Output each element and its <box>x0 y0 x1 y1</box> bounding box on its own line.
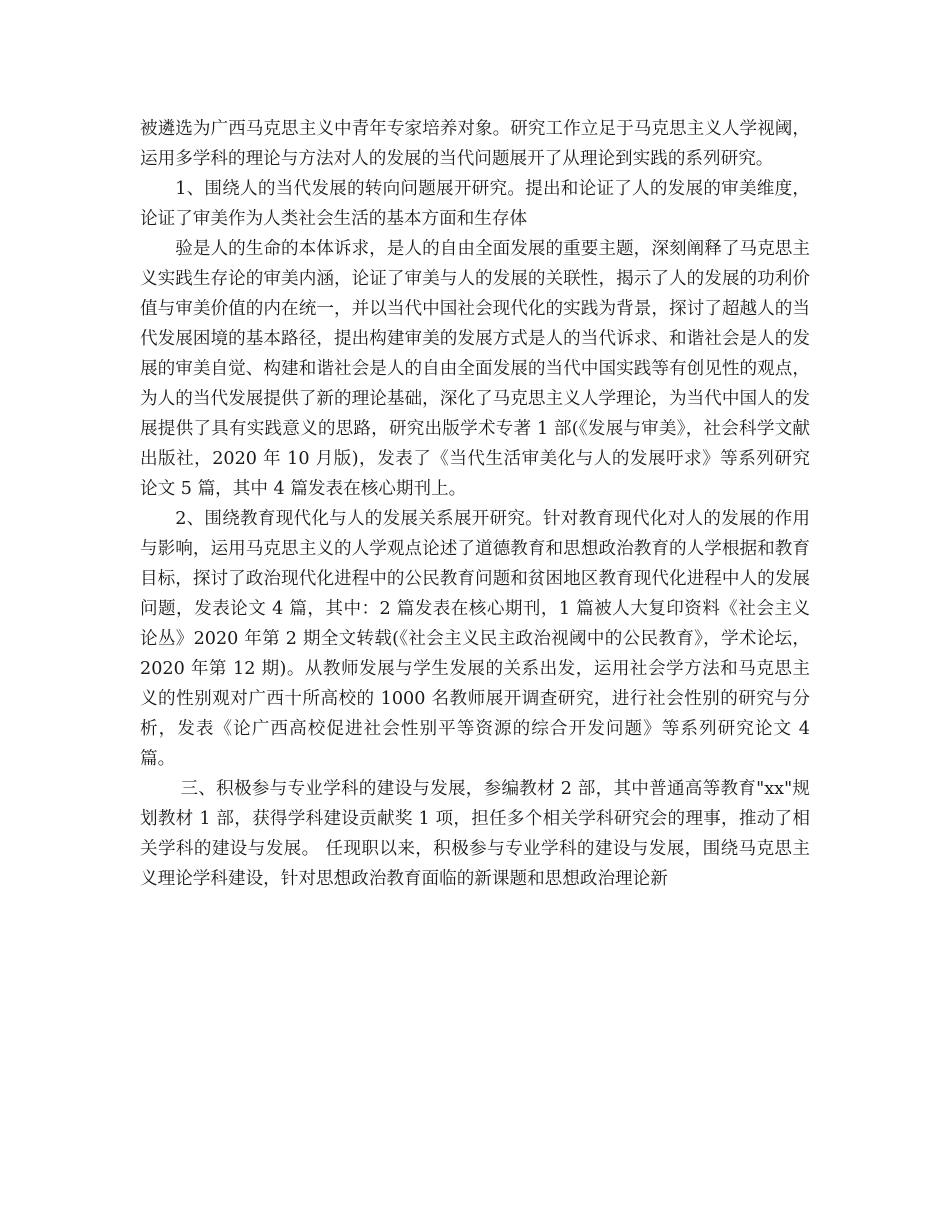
paragraph-intro: 被遴选为广西马克思主义中青年专家培养对象。研究工作立足于马克思主义人学视阈，运用多学科的理论与方法对人的发展的当代问题展开了从理论到实践的系列研究。 <box>140 119 810 169</box>
paragraph-section-1-heading: 1、围绕人的当代发展的转向问题展开研究。提出和论证了人的发展的审美维度，论证了审美作为人类社会生活的基本方面和生存体 <box>140 179 810 229</box>
paragraph-section-2: 2、围绕教育现代化与人的发展关系展开研究。针对教育现代化对人的发展的作用与影响，运用马克思主义的人学观点论述了道德教育和思想政治教育的人学根据和教育目标，探讨了政治现代化进程中的公民教育问题和贫困地区教育现代化进程中人的发展问题，发表论文 4 篇，其中：2 篇发表在核心期刊，1 篇被人大复印资料《社会主义论丛》2020 年第 2 期全文转载(《社会主义民主政治视阈中的公民教育》，学术论坛，2020 年第 12 期)。从教师发展与学生发展的关系出发，运用社会学方法和马克思主义的性别观对广西十所高校的 1000 名教师展开调查研究，进行社会性别的研究与分析，发表《论广西高校促进社会性别平等资源的综合开发问题》等系列研究论文 4 篇。 <box>140 509 810 769</box>
document-body <box>140 114 810 894</box>
paragraph-section-1-body: 验是人的生命的本体诉求，是人的自由全面发展的重要主题，深刻阐释了马克思主义实践生存论的审美内涵，论证了审美与人的发展的关联性，揭示了人的发展的功利价值与审美价值的内在统一，并以当代中国社会现代化的实践为背景，探讨了超越人的当代发展困境的基本路径，提出构建审美的发展方式是人的当代诉求、和谐社会是人的发展的审美自觉、构建和谐社会是人的自由全面发展的当代中国实践等有创见性的观点，为人的当代发展提供了新的理论基础，深化了马克思主义人学理论，为当代中国人的发展提供了具有实践意义的思路，研究出版学术专著 1 部(《发展与审美》，社会科学文献出版社，2020 年 10 月版)，发表了《当代生活审美化与人的发展吁求》等系列研究论文 5 篇，其中 4 篇发表在核心期刊上。 <box>140 239 810 499</box>
paragraph-section-3: 三、积极参与专业学科的建设与发展，参编教材 2 部，其中普通高等教育"xx"规划教材 1 部，获得学科建设贡献奖 1 项，担任多个相关学科研究会的理事，推动了相关学科的建设与发展。 任现职以来，积极参与专业学科的建设与发展，围绕马克思主义理论学科建设，针对思想政治教育面临的新课题和思想政治理论新 <box>140 779 810 889</box>
